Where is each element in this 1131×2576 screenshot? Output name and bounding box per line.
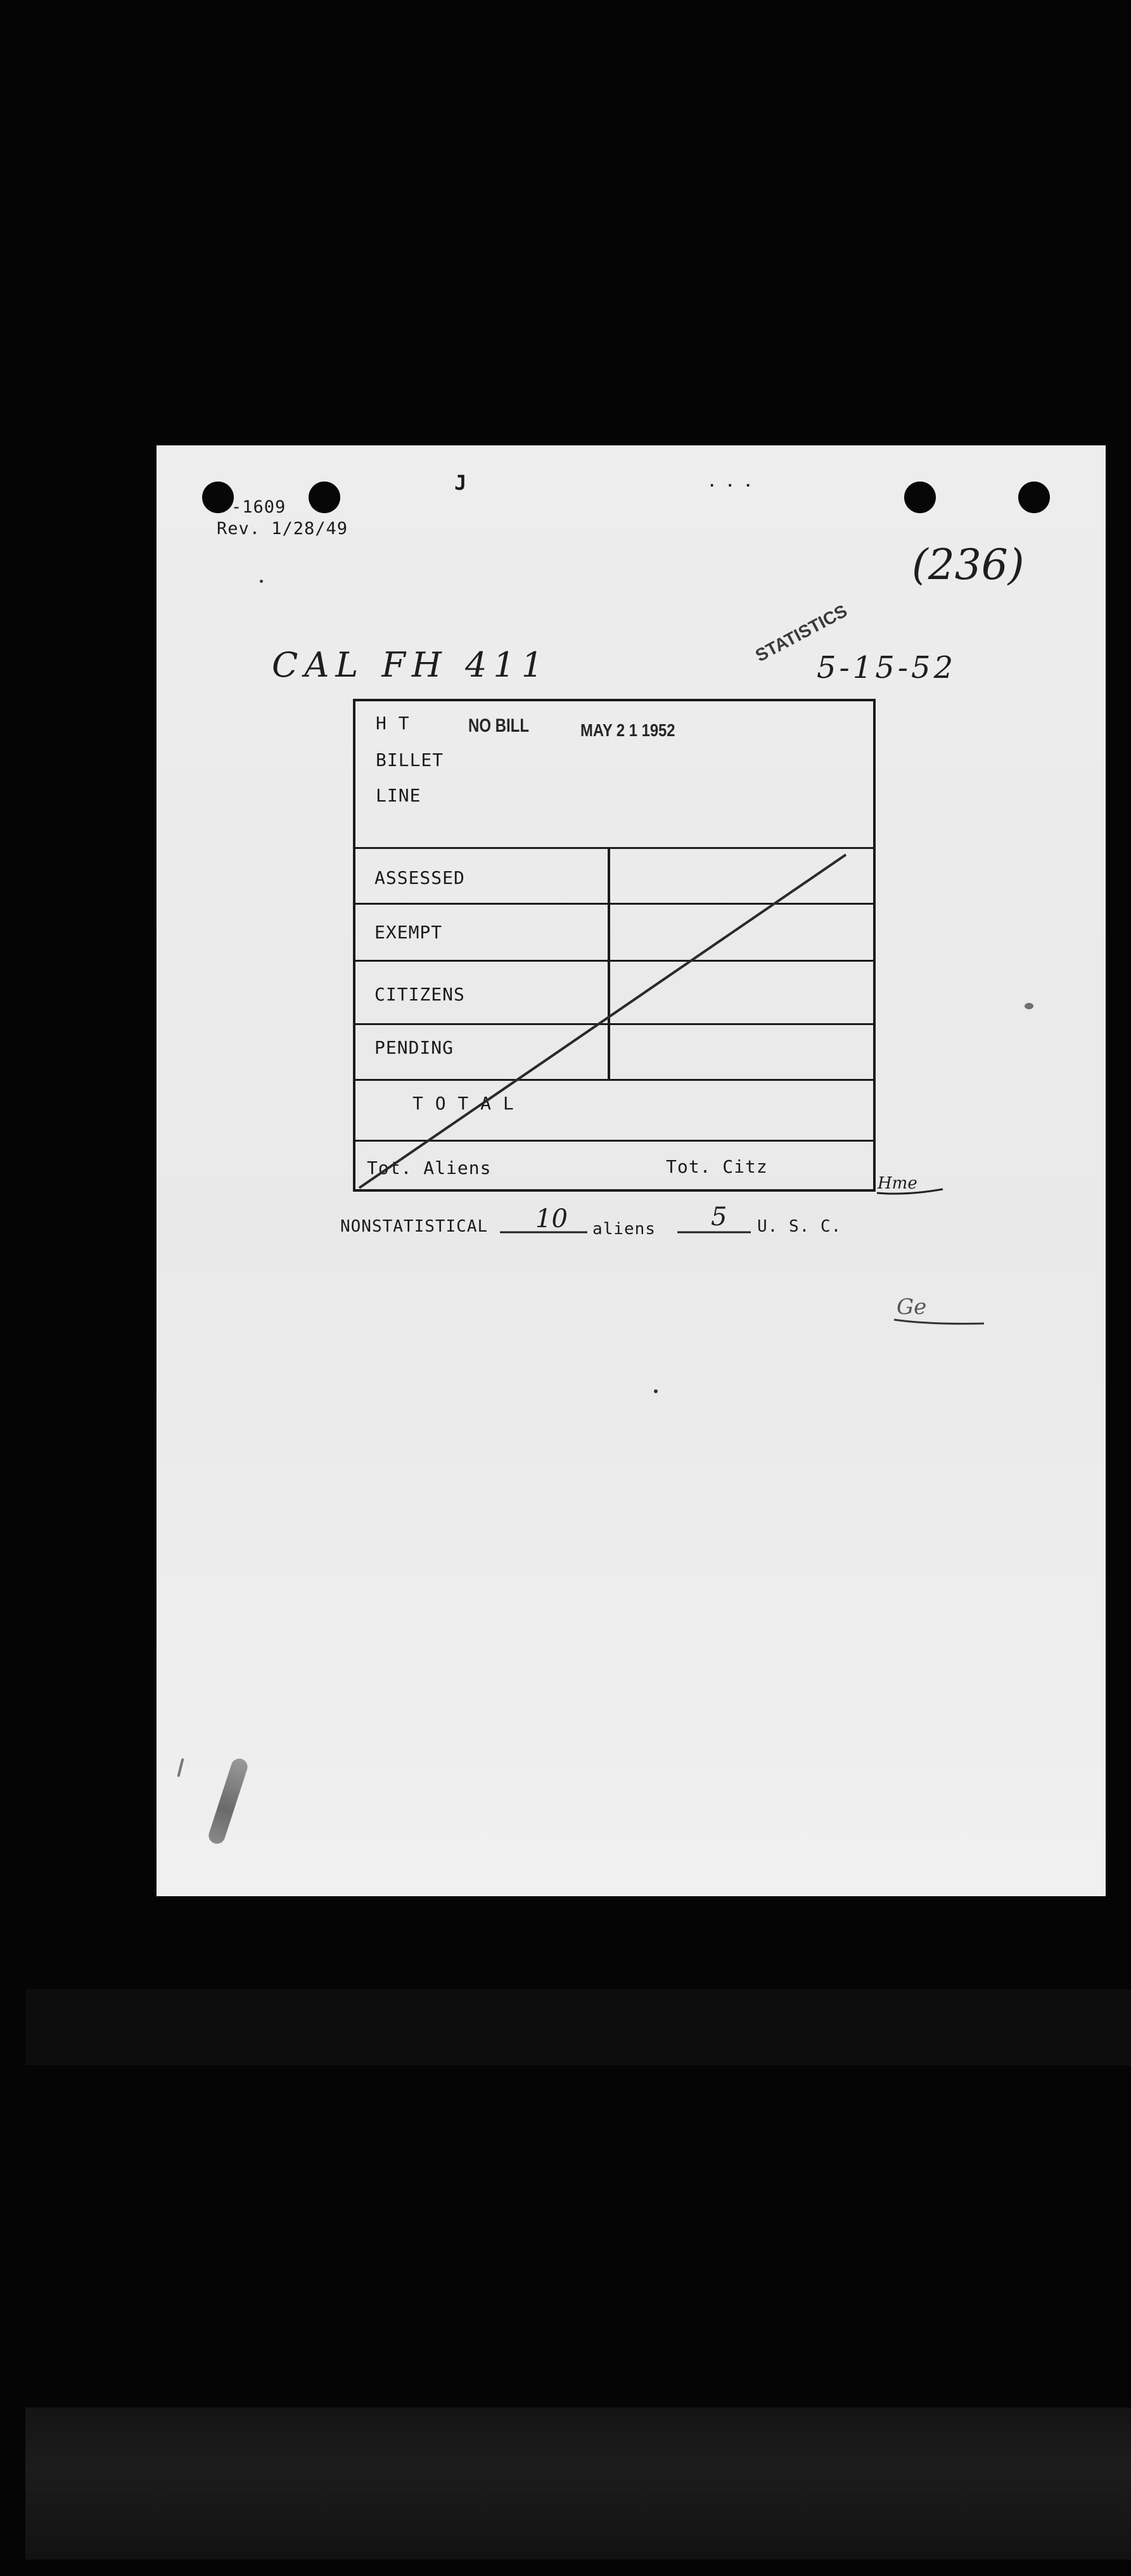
citizens-label: CITIZENS xyxy=(374,984,465,1005)
assessed-label: ASSESSED xyxy=(374,867,465,888)
punch-hole-2 xyxy=(309,481,340,513)
form-number: -1609 xyxy=(231,497,286,517)
form-revision: Rev. 1/28/49 xyxy=(217,519,348,539)
tot-aliens-label: Tot. Aliens xyxy=(367,1157,492,1178)
usc-word: U. S. C. xyxy=(757,1217,842,1236)
top-mark: J xyxy=(454,471,468,495)
nonstat-label: NONSTATISTICAL xyxy=(340,1217,489,1236)
received-date-stamp: MAY 2 1 1952 xyxy=(580,720,675,740)
tot-citizens-label: Tot. Citz xyxy=(666,1156,768,1177)
exempt-label: EXEMPT xyxy=(374,922,443,943)
aliens-count: 10 xyxy=(535,1204,568,1234)
lower-initials-tail xyxy=(891,1313,987,1332)
billet-label: BILLET xyxy=(376,749,444,770)
cancel-stroke xyxy=(353,699,876,1192)
aliens-word: aliens xyxy=(592,1220,656,1239)
location-code: CAL FH 411 xyxy=(272,645,550,685)
side-note-underline xyxy=(876,1187,945,1199)
speck-3 xyxy=(260,580,263,583)
ht-label: H T xyxy=(376,713,410,734)
document-sheet xyxy=(157,445,1106,1896)
statistics-stamp: STATISTICS xyxy=(752,601,851,666)
speck-2 xyxy=(654,1389,658,1393)
initials-side: Hme xyxy=(878,1174,917,1193)
tally-box xyxy=(353,699,876,1192)
total-label: T O T A L xyxy=(412,1093,514,1114)
speck-1 xyxy=(1025,1003,1033,1009)
no-bill-stamp: NO BILL xyxy=(468,715,529,736)
pencil-smudge xyxy=(207,1756,250,1846)
initials-lower: Ge xyxy=(897,1294,927,1320)
usc-count: 5 xyxy=(711,1202,727,1232)
pencil-mark xyxy=(177,1758,184,1777)
film-bottom-band xyxy=(25,2407,1131,2560)
pending-label: PENDING xyxy=(374,1037,454,1058)
film-dark-band xyxy=(25,1989,1131,2065)
punch-hole-1 xyxy=(202,481,234,513)
date-written: 5-15-52 xyxy=(817,650,957,685)
punch-hole-3 xyxy=(904,481,936,513)
top-dots: · · · xyxy=(708,478,753,494)
punch-hole-4 xyxy=(1018,481,1050,513)
nonstat-underlines xyxy=(499,1228,790,1241)
line-label: LINE xyxy=(376,785,421,806)
page-number: (236) xyxy=(912,540,1025,589)
